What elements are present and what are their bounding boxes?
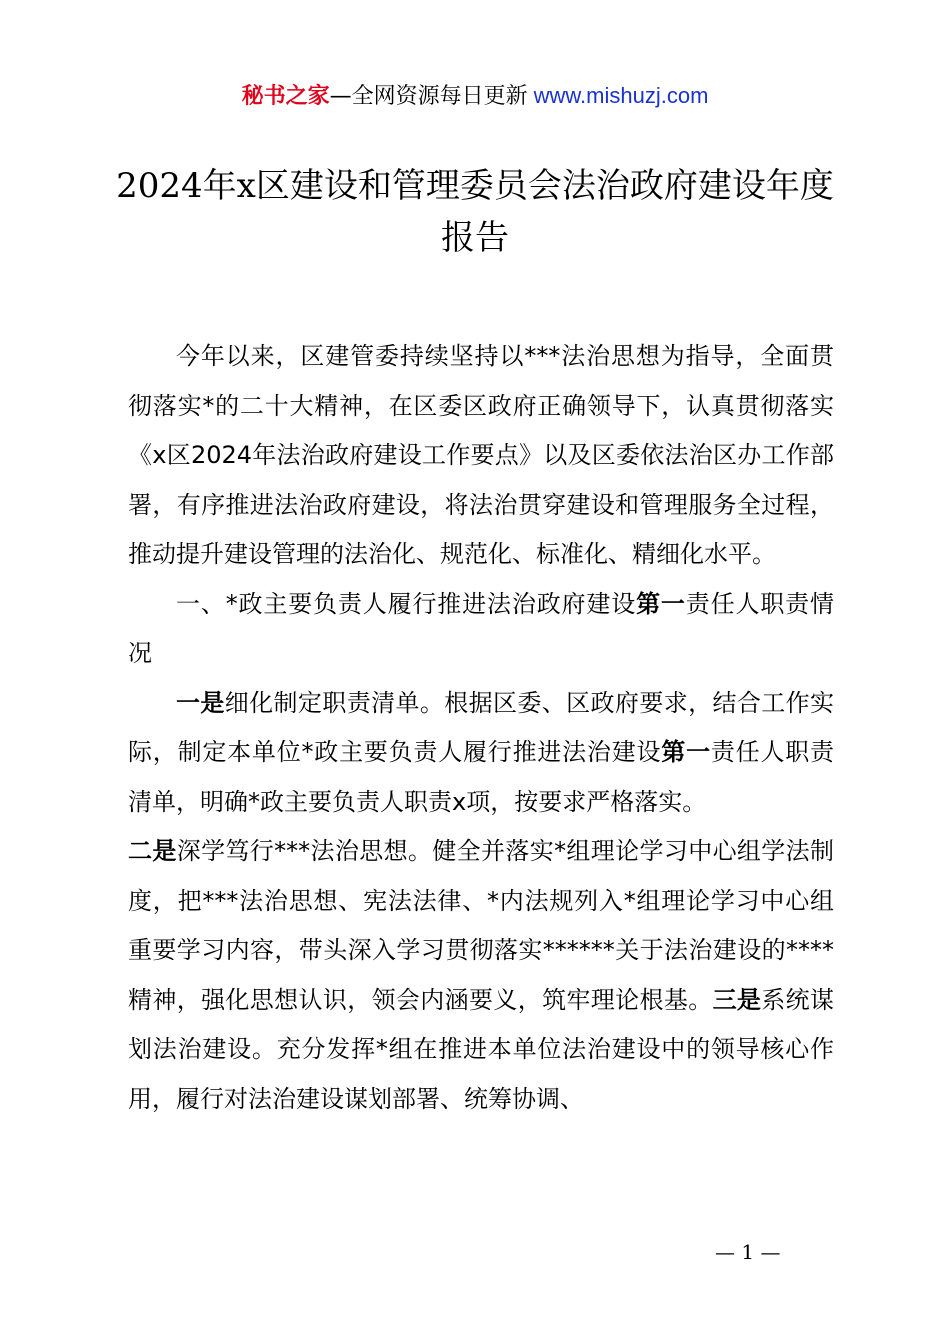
banner-url[interactable]: www.mishuzj.com — [533, 83, 709, 108]
lead-first: 一是 — [176, 688, 225, 717]
item-2-text: 深学笃行***法治思想。健全并落实*组理论学习中心组学法制度，把***法治思想、宪法法律、*内法规列入*组理论学习中心组重要学习内容，带头深入学习贯彻落实******关于法治建设的****精神，强化思想认识，领会内涵要义，筑牢理论根基。 — [128, 837, 835, 1014]
section-heading-text: 一、*政主要负责人履行推进法治政府建设 — [176, 589, 637, 618]
lead-second: 二是 — [128, 837, 177, 865]
page-number: — 1 — — [715, 1240, 781, 1264]
responsibility-paragraph-cont — [128, 827, 834, 1124]
item-3-text: 系统谋划法治建设。充分发挥*组在推进本单位法治建设中的领导核心作用，履行对法治建设谋划部署、统筹协调、 — [128, 985, 835, 1113]
banner-tagline: —全网资源每日更新 — [329, 84, 528, 109]
site-banner — [0, 80, 950, 113]
section-heading-1 — [128, 580, 834, 679]
document-body — [128, 332, 834, 1124]
item-1-text: 细化制定职责清单。根据区委、区政府要求，结合工作实际，制定本单位*政主要负责人履行推进法治建设 — [128, 688, 835, 766]
item-1-text-end: 责任人职责清单，明确*政主要负责人职责x项，按要求严格落实。 — [128, 738, 835, 816]
intro-paragraph: 今年以来，区建管委持续坚持以***法治思想为指导，全面贯彻落实*的二十大精神，在区委区政府正确领导下，认真贯彻落实《x区2024年法治政府建设工作要点》以及区委依法治区办工作部署，有序推进法治政府建设，将法治贯穿建设和管理服务全过程，推动提升建设管理的法治化、规范化、标准化、精细化水平。 — [128, 342, 834, 568]
section-heading-text-end: 责任人职责情况 — [128, 589, 835, 667]
responsibility-paragraph — [128, 679, 834, 828]
document-title: 2024年x区建设和管理委员会法治政府建设年度报告 — [116, 166, 834, 258]
lead-third: 三是 — [712, 985, 762, 1014]
section-heading-bold: 第一 — [636, 589, 686, 618]
item-1-bold: 第一 — [661, 738, 711, 766]
banner-brand: 秘书之家 — [241, 84, 330, 109]
